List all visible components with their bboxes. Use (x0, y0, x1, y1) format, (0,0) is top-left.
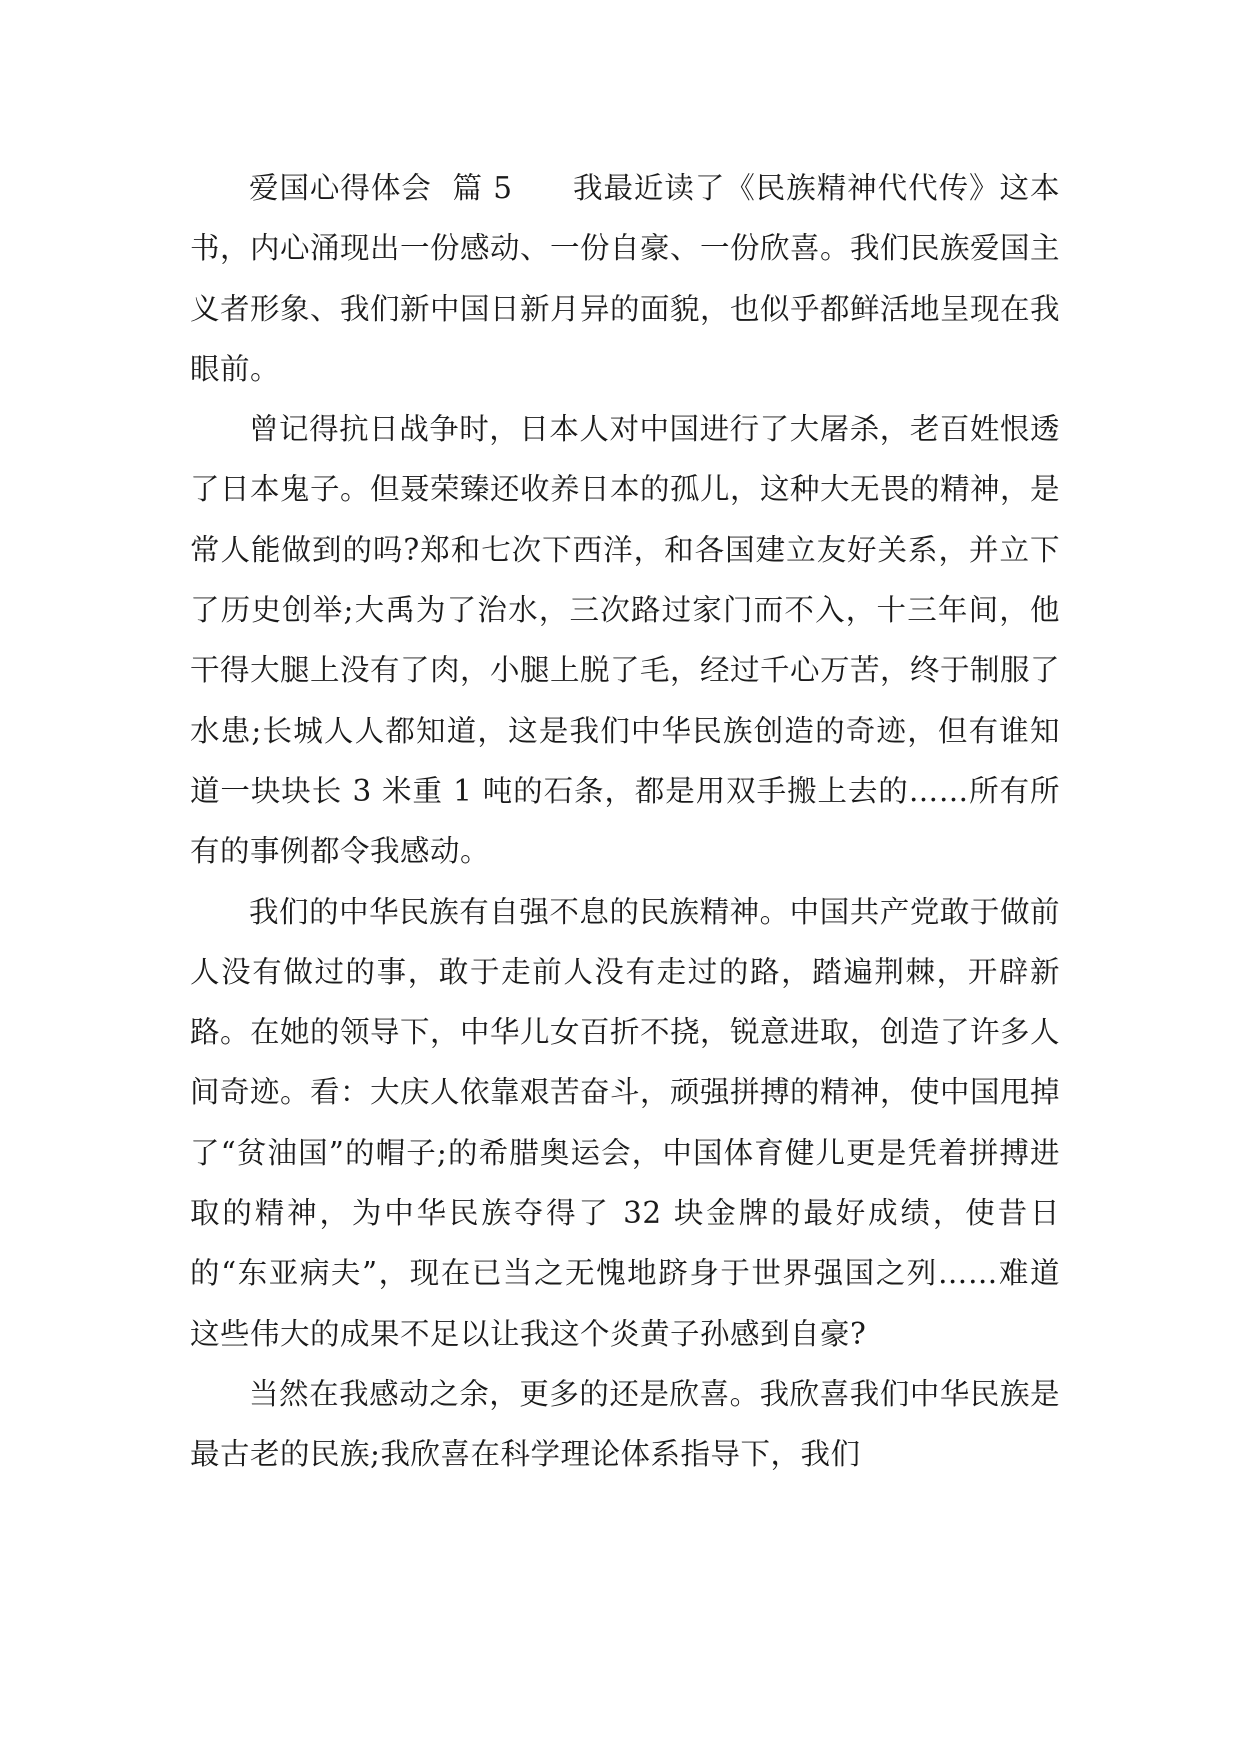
paragraph-4: 当然在我感动之余，更多的还是欣喜。我欣喜我们中华民族是最古老的民族;我欣喜在科学理论体系指导下，我们 (190, 1376, 1060, 1472)
section-label: 篇 5 (452, 171, 513, 205)
document-body (190, 158, 1060, 1485)
paragraph-3: 我们的中华民族有自强不息的民族精神。中国共产党敢于做前人没有做过的事，敢于走前人没有走过的路，踏遍荆棘，开辟新路。在她的领导下，中华儿女百折不挠，锐意进取，创造了许多人间奇迹。看：大庆人依靠艰苦奋斗，顽强拼搏的精神，使中国甩掉了“贫油国”的帽子;的希腊奥运会，中国体育健儿更是凭着拼搏进取的精神，为中华民族夺得了 32 块金牌的最好成绩，使昔日的“东亚病夫”，现在已当之无愧地跻身于世界强国之列……难道这些伟大的成果不足以让我这个炎黄子孙感到自豪? (190, 894, 1061, 1351)
paragraph-1-text: 我最近读了《民族精神代代传》这本书，内心涌现出一份感动、一份自豪、一份欣喜。我们民族爱国主义者形象、我们新中国日新月异的面貌，也似乎都鲜活地呈现在我眼前。 (190, 171, 1061, 386)
paragraph-1 (190, 158, 1060, 399)
paragraph-2: 曾记得抗日战争时，日本人对中国进行了大屠杀，老百姓恨透了日本鬼子。但聂荣臻还收养日本的孤儿，这种大无畏的精神，是常人能做到的吗?郑和七次下西洋，和各国建立友好关系，并立下了历史创举;大禹为了治水，三次路过家门而不入，十三年间，他干得大腿上没有了肉，小腿上脱了毛，经过千心万苦，终于制服了水患;长城人人都知道，这是我们中华民族创造的奇迹，但有谁知道一块块长 3 米重 1 吨的石条，都是用双手搬上去的……所有所有的事例都令我感动。 (190, 412, 1061, 869)
document-title: 爱国心得体会 (249, 171, 432, 205)
